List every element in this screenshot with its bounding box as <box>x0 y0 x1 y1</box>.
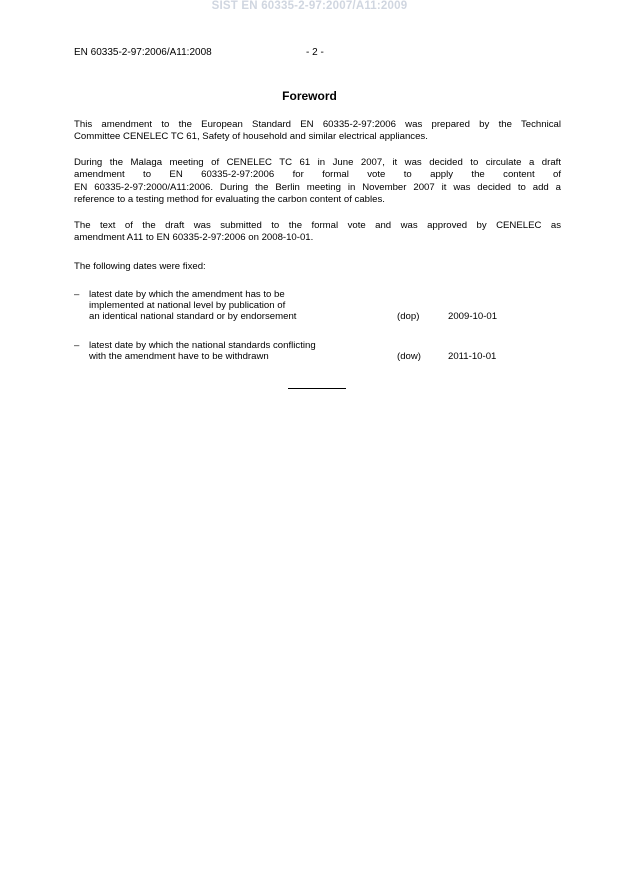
paragraph-2-line-4: reference to a testing method for evaluating the carbon content of cables. <box>74 193 385 205</box>
paragraph-3-line-1: The text of the draft was submitted to the formal vote and was approved by CENELEC as <box>74 220 561 231</box>
paragraph-3-line-2: amendment A11 to EN 60335-2-97:2006 on 2008-10-01. <box>74 232 314 244</box>
section-title: Foreword <box>282 89 337 103</box>
dop-description-line-2: implemented at national level by publication of <box>89 300 286 311</box>
dow-description <box>89 340 316 362</box>
dop-description-line-3: an identical national standard or by endorsement <box>89 311 297 322</box>
list-bullet: – <box>74 289 80 300</box>
end-rule <box>288 388 346 389</box>
dop-description <box>89 289 296 322</box>
dop-description-line-1: latest date by which the amendment has to be <box>89 289 285 300</box>
watermark: SIST EN 60335-2-97:2007/A11:2009 <box>211 0 408 12</box>
paragraph-4 <box>74 261 561 273</box>
paragraph-2-line-3: EN 60335-2-97:2000/A11:2006. During the Berlin meeting in November 2007 it was decided to add a <box>74 181 561 193</box>
dow-date: 2011-10-01 <box>448 351 497 362</box>
header-document-id: EN 60335-2-97:2006/A11:2008 <box>74 47 212 58</box>
dop-date: 2009-10-01 <box>448 311 498 322</box>
paragraph-1-line-2: Committee CENELEC TC 61, Safety of household and similar electrical appliances. <box>74 131 428 143</box>
paragraph-4-text: The following dates were fixed: <box>74 261 206 272</box>
header-page-number: - 2 - <box>306 47 324 58</box>
paragraph-3 <box>74 220 561 245</box>
dow-description-line-2: with the amendment have to be withdrawn <box>89 351 269 362</box>
paragraph-2 <box>74 157 561 206</box>
dow-description-line-1: latest date by which the national standards conflicting <box>89 340 316 351</box>
dow-code: (dow) <box>397 351 421 362</box>
paragraph-1 <box>74 119 561 144</box>
paragraph-2-line-1: During the Malaga meeting of CENELEC TC 61 in June 2007, it was decided to circulate a draft <box>74 157 561 168</box>
paragraph-2-line-2: amendment to EN 60335-2-97:2006 for formal vote to apply the content of <box>74 169 561 181</box>
list-bullet: – <box>74 340 80 351</box>
paragraph-1-line-1: This amendment to the European Standard EN 60335-2-97:2006 was prepared by the Technical <box>74 119 561 130</box>
dop-code: (dop) <box>397 311 420 322</box>
